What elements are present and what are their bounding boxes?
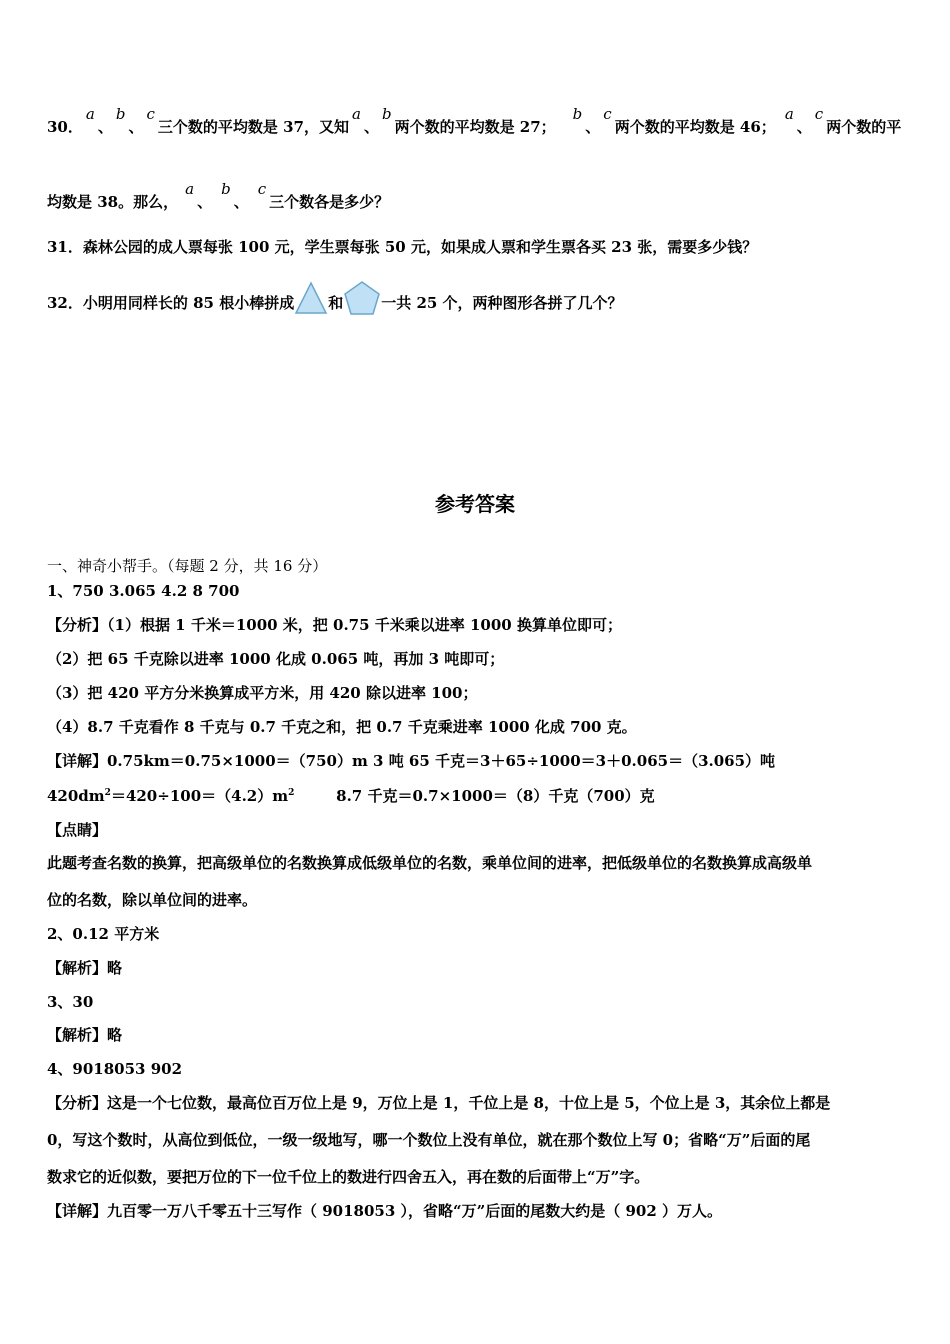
answer-1-analysis-2: （2）把 65 千克除以进率 1000 化成 0.065 吨，再加 3 吨即可； (47, 650, 505, 668)
question-32 (47, 284, 623, 324)
answer-4-head: 4、9018053 902 (47, 1060, 183, 1078)
answer-title: 参考答案 (435, 492, 515, 516)
answer-4-analysis-1: 【分析】这是一个七位数，最高位百万位上是 9，万位上是 1，千位上是 8，十位上是 5，个位上是 3，其余位上都是 (47, 1094, 831, 1112)
answer-1-point-head: 【点睛】 (47, 821, 108, 839)
question-31: 31．森林公园的成人票每张 100 元，学生票每张 50 元，如果成人票和学生票各买 23 张，需要多少钱？ (47, 238, 758, 256)
answer-3-analysis: 【解析】略 (47, 1026, 123, 1044)
variable-c: c (146, 105, 155, 123)
question-30-line-1 (47, 105, 902, 137)
variable-b: b (115, 105, 126, 123)
superscript: 2 (104, 788, 111, 798)
superscript: 2 (288, 788, 295, 798)
q32-text-pre: 32．小明用同样长的 85 根小棒拼成 (47, 294, 295, 312)
separator: 、 (233, 193, 249, 211)
answer-2-head: 2、0.12 平方米 (47, 925, 160, 943)
answer-4-detail: 【详解】九百零一万八千零五十三写作（ 9018053 ），省略“万”后面的尾数大约是（ 902 ）万人。 (47, 1202, 723, 1220)
answer-1-analysis-3: （3）把 420 平方分米换算成平方米，用 420 除以进率 100； (47, 684, 478, 702)
variable-c: c (257, 180, 267, 198)
q30-text-5: 均数是 38。那么， (47, 193, 179, 211)
answer-1-point-1: 此题考查名数的换算，把高级单位的名数换算成低级单位的名数，乘单位间的进率，把低级单位的名数换算成高级单 (47, 854, 813, 872)
q30-text-2: 两个数的平均数是 27； (394, 118, 556, 136)
variable-a: a (85, 105, 95, 123)
separator: 、 (128, 118, 144, 136)
q30-text-1: 三个数的平均数是 37，又知 (157, 118, 349, 136)
answer-3-head: 3、30 (47, 993, 94, 1011)
question-30-line-2 (47, 180, 390, 212)
detail-2-part-c: 8.7 千克＝0.7×1000＝（8）千克（700）克 (294, 787, 655, 805)
variable-a: a (784, 105, 794, 123)
detail-2-part-b: ＝420÷100＝（4.2）m (110, 787, 289, 805)
variable-b: b (381, 105, 392, 123)
separator: 、 (585, 118, 601, 136)
question-number: 30． (47, 118, 83, 136)
q30-text-6: 三个数各是多少？ (269, 193, 390, 211)
q30-text-3: 两个数的平均数是 46； (614, 118, 776, 136)
q32-text-mid: 和 (328, 294, 344, 312)
variable-a: a (351, 105, 361, 123)
answer-2-analysis: 【解析】略 (47, 959, 123, 977)
answer-1-detail-2 (47, 785, 655, 806)
detail-2-part-a: 420dm (47, 787, 105, 805)
answer-1-analysis-4: （4）8.7 千克看作 8 千克与 0.7 千克之和，把 0.7 千克乘进率 1000 化成 700 克。 (47, 718, 637, 736)
variable-c: c (603, 105, 612, 123)
variable-c: c (814, 105, 824, 123)
pentagon-icon (343, 280, 381, 320)
triangle-icon (294, 281, 328, 319)
variable-a: a (185, 180, 195, 198)
separator: 、 (97, 118, 113, 136)
variable-b: b (221, 180, 231, 198)
answer-1-detail-1: 【详解】0.75km＝0.75×1000＝（750）m 3 吨 65 千克＝3＋65÷1000＝3＋0.065＝（3.065）吨 (47, 752, 776, 770)
separator: 、 (796, 118, 812, 136)
answer-1-point-2: 位的名数，除以单位间的进率。 (47, 891, 258, 909)
answer-4-analysis-3: 数求它的近似数，要把万位的下一位千位上的数进行四舍五入，再在数的后面带上“万”字。 (47, 1168, 650, 1186)
separator: 、 (363, 118, 379, 136)
answer-4-analysis-2: 0，写这个数时，从高位到低位，一级一级地写，哪一个数位上没有单位，就在那个数位上写 0；省略“万”后面的尾 (47, 1131, 811, 1149)
q32-text-post: 一共 25 个，两种图形各拼了几个？ (381, 294, 623, 312)
answer-1-head: 1、750 3.065 4.2 8 700 (47, 582, 240, 600)
q30-text-4: 两个数的平 (826, 118, 902, 136)
separator: 、 (197, 193, 213, 211)
section-1-heading: 一、神奇小帮手。（每题 2 分，共 16 分） (47, 557, 328, 575)
answer-1-analysis-1: 【分析】（1）根据 1 千米＝1000 米，把 0.75 千米乘以进率 1000 换算单位即可； (47, 616, 622, 634)
variable-b: b (572, 105, 583, 123)
